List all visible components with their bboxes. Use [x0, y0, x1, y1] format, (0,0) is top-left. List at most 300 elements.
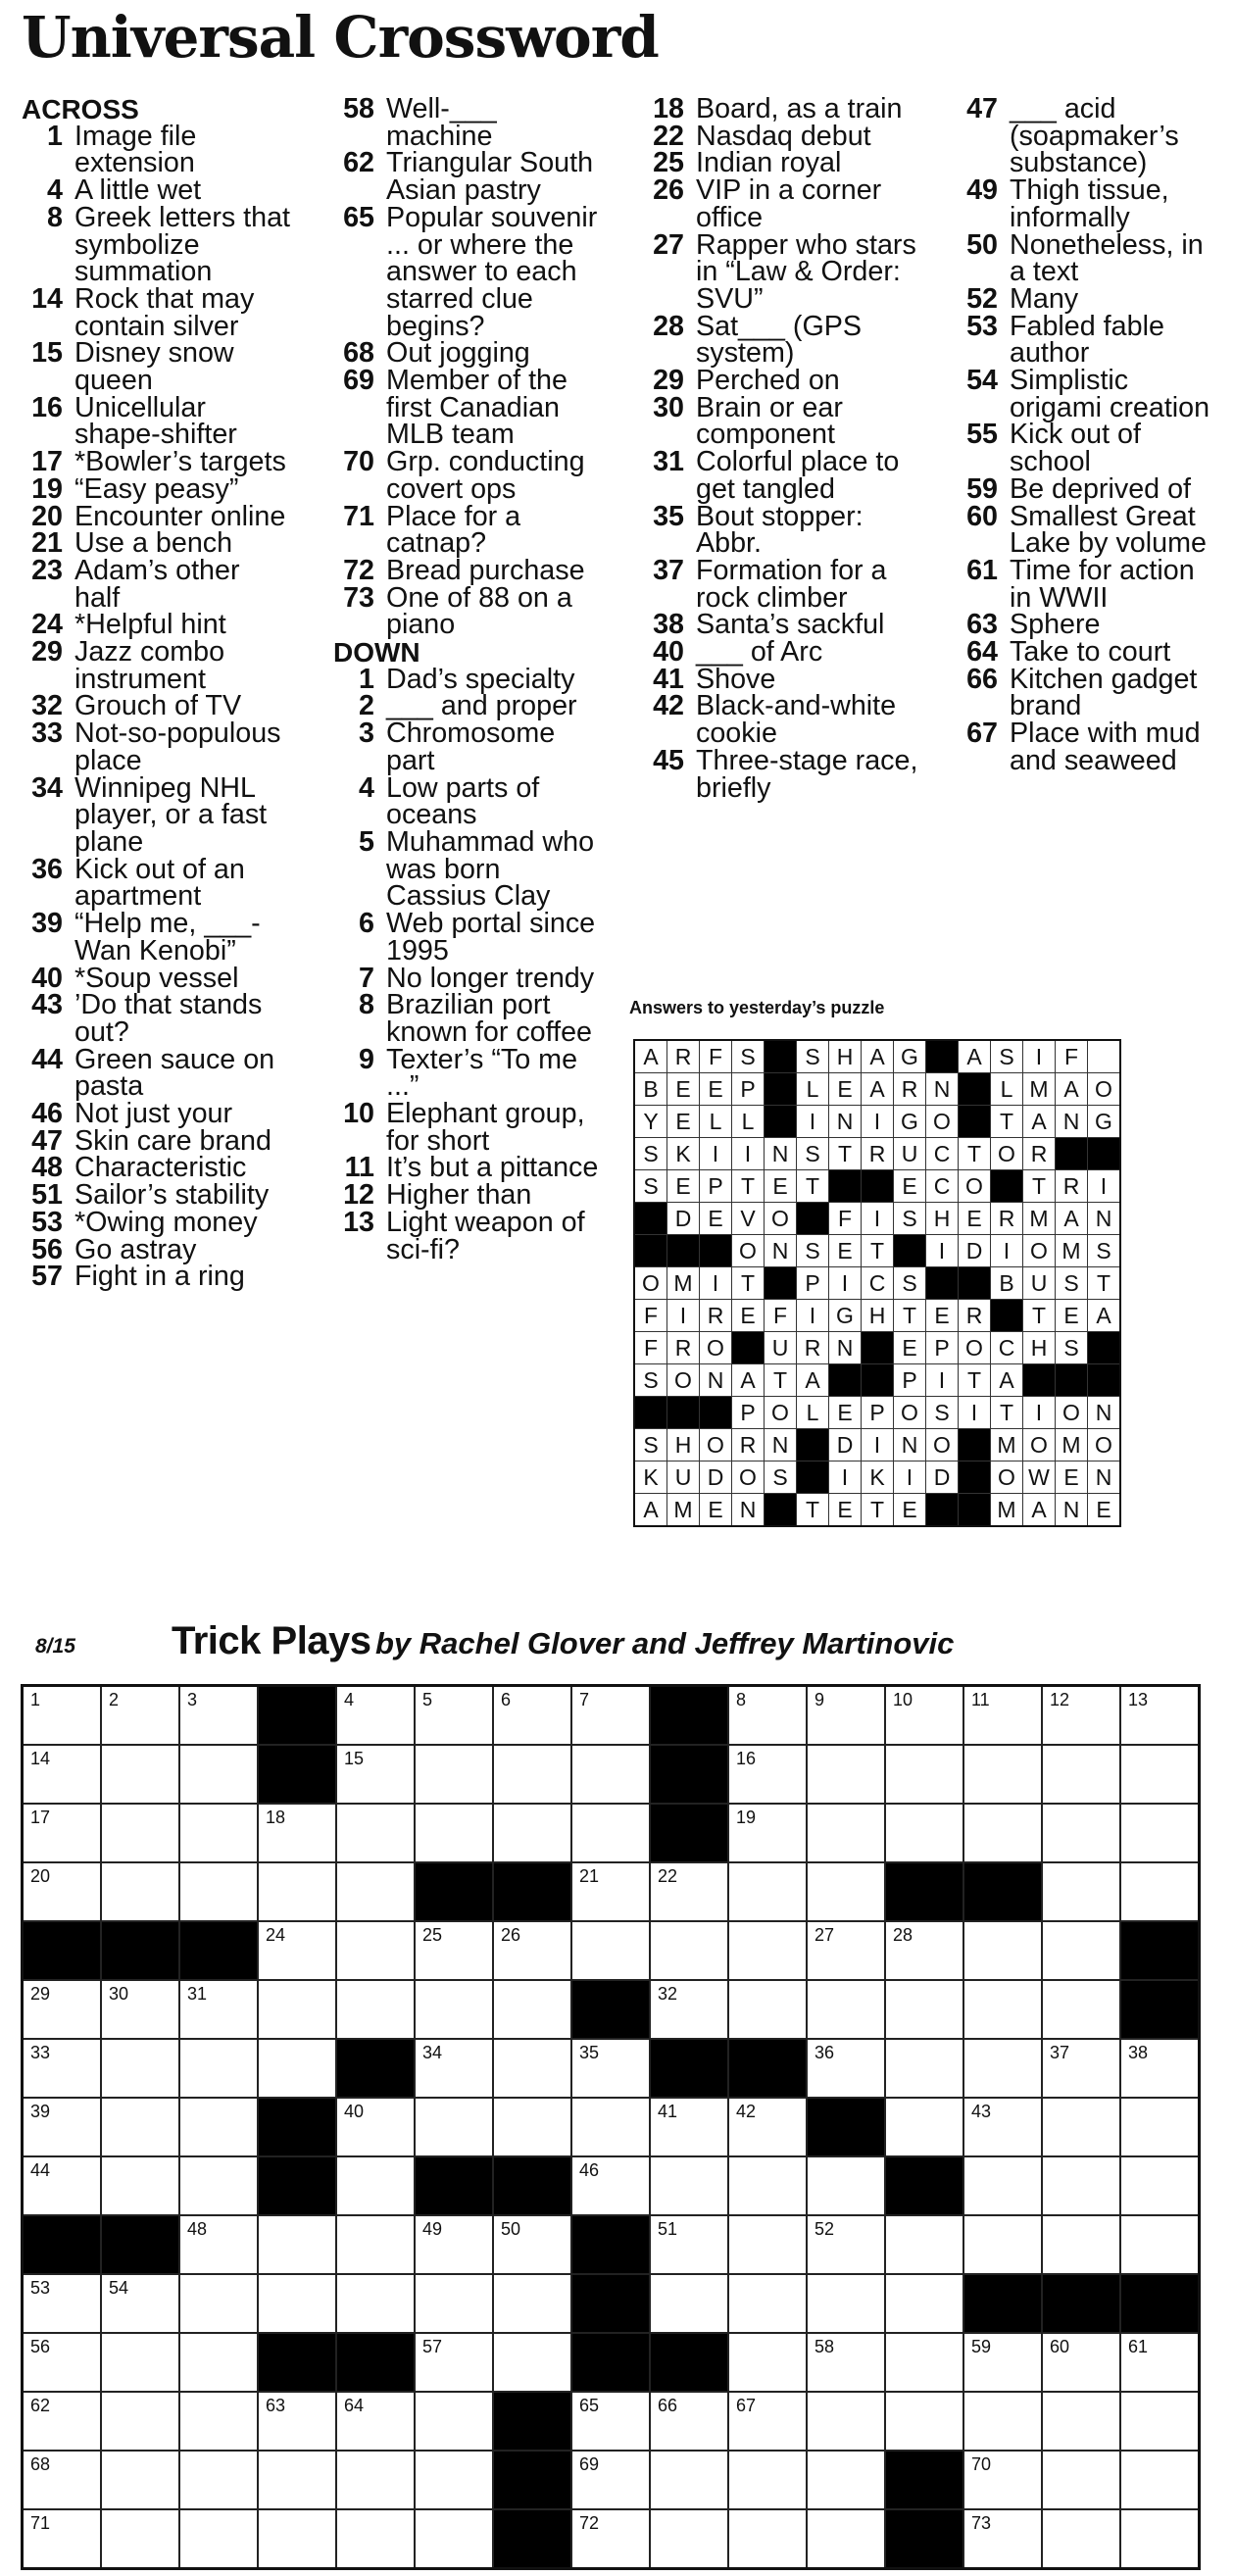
grid-cell[interactable]: [807, 2451, 885, 2509]
grid-cell[interactable]: [258, 1980, 336, 2039]
grid-cell[interactable]: [23, 2039, 102, 2098]
grid-cell[interactable]: [336, 1745, 415, 1804]
grid-cell[interactable]: [101, 1862, 179, 1921]
answer-cell: R: [1023, 1138, 1056, 1170]
grid-cell[interactable]: [1042, 1980, 1120, 2039]
grid-row: [23, 1745, 1200, 1804]
grid-cell[interactable]: [1042, 1921, 1120, 1980]
grid-cell[interactable]: [101, 1686, 179, 1746]
grid-cell[interactable]: [23, 2451, 102, 2509]
grid-cell[interactable]: [650, 2156, 728, 2215]
grid-cell[interactable]: [23, 2098, 102, 2156]
grid-cell[interactable]: [179, 2333, 258, 2392]
clue-item: [22, 1263, 291, 1291]
grid-cell[interactable]: [493, 2039, 571, 2098]
cell-number: 24: [266, 1925, 286, 1945]
clue-number: 9: [359, 1043, 374, 1075]
grid-cell[interactable]: [728, 2333, 807, 2392]
grid-cell[interactable]: [650, 2274, 728, 2333]
grid-cell[interactable]: [101, 1745, 179, 1804]
clue-text: Nasdaq debut: [696, 120, 871, 152]
answer-cell: O: [1023, 1429, 1056, 1461]
grid-cell[interactable]: [101, 2274, 179, 2333]
cell-number: 36: [814, 2043, 835, 2062]
grid-cell[interactable]: [885, 1921, 963, 1980]
grid-cell[interactable]: [336, 2392, 415, 2451]
grid-cell[interactable]: [101, 2509, 179, 2569]
grid-cell[interactable]: [415, 1980, 493, 2039]
clue-number: 17: [31, 446, 63, 478]
grid-cell[interactable]: [885, 1686, 963, 1746]
black-square: [650, 2333, 728, 2392]
grid-cell[interactable]: [23, 2509, 102, 2569]
grid-cell[interactable]: [807, 1804, 885, 1862]
grid-cell[interactable]: [571, 2098, 650, 2156]
grid-cell[interactable]: [415, 2098, 493, 2156]
puzzle-title: [172, 1619, 954, 1663]
grid-cell[interactable]: [336, 2274, 415, 2333]
grid-cell[interactable]: [650, 2451, 728, 2509]
black-square: [101, 2215, 179, 2274]
clue-text: Kick out of an apartment: [74, 853, 245, 913]
grid-cell[interactable]: [1042, 2392, 1120, 2451]
clue-text: *Bowler’s targets: [74, 446, 286, 478]
answers-grid-row: [634, 1106, 1120, 1138]
answer-black-cell: [926, 1267, 959, 1300]
grid-cell[interactable]: [336, 2215, 415, 2274]
clue-text: Image file extension: [74, 120, 197, 179]
clue-item: [22, 609, 291, 641]
grid-cell[interactable]: [963, 1804, 1042, 1862]
grid-cell[interactable]: [728, 1686, 807, 1746]
grid-cell[interactable]: [23, 2392, 102, 2451]
answer-black-cell: [926, 1040, 959, 1073]
cell-number: 59: [971, 2337, 992, 2356]
answer-cell: N: [829, 1106, 862, 1138]
grid-cell[interactable]: [650, 2215, 728, 2274]
answer-cell: N: [1088, 1397, 1121, 1429]
clue-text: A little wet: [74, 174, 202, 207]
grid-cell[interactable]: [493, 1745, 571, 1804]
grid-cell[interactable]: [571, 1804, 650, 1862]
clue-item: [333, 771, 608, 831]
clue-text: Dad’s specialty: [386, 663, 575, 695]
clue-text: Unicellular shape-shifter: [74, 391, 237, 451]
grid-cell[interactable]: [336, 1804, 415, 1862]
grid-cell[interactable]: [101, 1804, 179, 1862]
grid-cell[interactable]: [963, 2039, 1042, 2098]
clue-text: Indian royal: [696, 147, 842, 179]
clue-text: Green sauce on pasta: [74, 1043, 275, 1103]
grid-cell[interactable]: [571, 2509, 650, 2569]
answer-cell: I: [862, 1429, 894, 1461]
grid-cell[interactable]: [650, 2392, 728, 2451]
clue-number: 15: [31, 337, 63, 370]
answer-cell: T: [991, 1106, 1023, 1138]
grid-cell[interactable]: [493, 1921, 571, 1980]
answer-cell: R: [667, 1332, 700, 1364]
grid-cell[interactable]: [23, 1804, 102, 1862]
clue-number: 19: [31, 472, 63, 505]
answers-grid-row: [634, 1073, 1120, 1106]
clue-item: [22, 1179, 291, 1212]
grid-cell[interactable]: [415, 2451, 493, 2509]
answer-cell: I: [862, 1106, 894, 1138]
grid-cell[interactable]: [101, 2156, 179, 2215]
grid-cell[interactable]: [728, 2274, 807, 2333]
grid-cell[interactable]: [258, 2215, 336, 2274]
grid-cell[interactable]: [650, 1862, 728, 1921]
grid-cell[interactable]: [336, 1862, 415, 1921]
grid-cell[interactable]: [179, 2274, 258, 2333]
grid-cell[interactable]: [728, 1804, 807, 1862]
grid-cell[interactable]: [258, 2274, 336, 2333]
cell-number: 16: [736, 1749, 757, 1768]
grid-cell[interactable]: [963, 2215, 1042, 2274]
grid-cell[interactable]: [101, 2333, 179, 2392]
grid-cell[interactable]: [493, 2215, 571, 2274]
grid-cell[interactable]: [336, 1686, 415, 1746]
grid-cell[interactable]: [1042, 2333, 1120, 2392]
grid-cell[interactable]: [1042, 1745, 1120, 1804]
grid-cell[interactable]: [807, 2509, 885, 2569]
grid-cell[interactable]: [728, 2098, 807, 2156]
grid-cell[interactable]: [493, 1804, 571, 1862]
clue-item: [957, 93, 1221, 179]
grid-cell[interactable]: [23, 1686, 102, 1746]
answer-cell: M: [1023, 1073, 1056, 1106]
answer-cell: E: [700, 1494, 732, 1527]
clue-item: [643, 93, 919, 124]
grid-cell[interactable]: [963, 1921, 1042, 1980]
grid-cell[interactable]: [807, 2333, 885, 2392]
grid-cell[interactable]: [336, 1980, 415, 2039]
grid-cell[interactable]: [179, 2451, 258, 2509]
grid-cell[interactable]: [963, 1745, 1042, 1804]
grid-cell[interactable]: [728, 1862, 807, 1921]
grid-cell[interactable]: [728, 1980, 807, 2039]
grid-cell[interactable]: [101, 2392, 179, 2451]
grid-cell[interactable]: [415, 1921, 493, 1980]
grid-cell[interactable]: [807, 1921, 885, 1980]
grid-cell[interactable]: [1120, 1862, 1200, 1921]
grid-cell[interactable]: [650, 2509, 728, 2569]
grid-cell[interactable]: [1042, 2509, 1120, 2569]
grid-cell[interactable]: [571, 2392, 650, 2451]
clue-item: [22, 989, 291, 1048]
clue-text: Fabled fable author: [1010, 310, 1164, 370]
grid-cell[interactable]: [336, 2509, 415, 2569]
grid-cell[interactable]: [650, 2098, 728, 2156]
answer-black-cell: [1088, 1332, 1121, 1364]
cell-number: 38: [1128, 2043, 1149, 2062]
grid-cell[interactable]: [885, 2098, 963, 2156]
grid-cell[interactable]: [885, 2274, 963, 2333]
grid-cell[interactable]: [571, 2156, 650, 2215]
grid-cell[interactable]: [807, 1745, 885, 1804]
grid-cell[interactable]: [885, 2333, 963, 2392]
answer-black-cell: [732, 1332, 765, 1364]
answer-cell: F: [634, 1332, 667, 1364]
answer-cell: N: [829, 1332, 862, 1364]
answers-grid-row: [634, 1138, 1120, 1170]
grid-cell[interactable]: [415, 1745, 493, 1804]
answer-cell: I: [700, 1267, 732, 1300]
clue-column-2: [333, 93, 608, 1265]
grid-cell[interactable]: [415, 2039, 493, 2098]
grid-cell[interactable]: [415, 2274, 493, 2333]
black-square: [258, 1686, 336, 1746]
grid-cell[interactable]: [1120, 2156, 1200, 2215]
grid-cell[interactable]: [728, 2156, 807, 2215]
answer-cell: O: [700, 1332, 732, 1364]
grid-cell[interactable]: [101, 1980, 179, 2039]
grid-cell[interactable]: [807, 1686, 885, 1746]
grid-cell[interactable]: [1120, 2392, 1200, 2451]
answer-cell: H: [829, 1040, 862, 1073]
grid-cell[interactable]: [493, 1686, 571, 1746]
grid-cell[interactable]: [179, 2156, 258, 2215]
grid-cell[interactable]: [179, 2509, 258, 2569]
answer-cell: K: [667, 1138, 700, 1170]
grid-cell[interactable]: [571, 1686, 650, 1746]
clue-number: 14: [31, 282, 63, 315]
grid-cell[interactable]: [807, 2274, 885, 2333]
answer-cell: A: [991, 1364, 1023, 1397]
answer-cell: S: [634, 1138, 667, 1170]
grid-cell[interactable]: [728, 2215, 807, 2274]
grid-cell[interactable]: [493, 2098, 571, 2156]
clue-text: Be deprived of: [1010, 472, 1191, 505]
black-square: [258, 2098, 336, 2156]
grid-cell[interactable]: [415, 2215, 493, 2274]
grid-cell[interactable]: [1042, 2156, 1120, 2215]
grid-cell[interactable]: [258, 2039, 336, 2098]
clue-text: Jazz combo instrument: [74, 636, 225, 695]
grid-cell[interactable]: [23, 2274, 102, 2333]
clue-number: 28: [653, 310, 684, 342]
grid-cell[interactable]: [1042, 1862, 1120, 1921]
grid-cell[interactable]: [258, 1921, 336, 1980]
grid-cell[interactable]: [885, 1980, 963, 2039]
grid-cell[interactable]: [963, 2333, 1042, 2392]
grid-cell[interactable]: [885, 1804, 963, 1862]
grid-cell[interactable]: [807, 2039, 885, 2098]
grid-cell[interactable]: [963, 2392, 1042, 2451]
grid-row: [23, 2039, 1200, 2098]
grid-cell[interactable]: [23, 2333, 102, 2392]
clue-number: 73: [343, 581, 374, 614]
grid-cell[interactable]: [1120, 2098, 1200, 2156]
grid-cell[interactable]: [963, 2156, 1042, 2215]
answer-cell: H: [862, 1300, 894, 1332]
black-square: [728, 2039, 807, 2098]
grid-cell[interactable]: [493, 1980, 571, 2039]
grid-row: [23, 1804, 1200, 1862]
clue-number: 40: [653, 636, 684, 669]
answer-cell: E: [1088, 1494, 1121, 1527]
grid-cell[interactable]: [1042, 2451, 1120, 2509]
grid-cell[interactable]: [963, 2451, 1042, 2509]
clue-number: 47: [31, 1124, 63, 1157]
grid-cell[interactable]: [23, 1980, 102, 2039]
clue-item: [957, 609, 1221, 641]
grid-cell[interactable]: [1120, 2509, 1200, 2569]
grid-cell[interactable]: [1042, 2098, 1120, 2156]
cell-number: 61: [1128, 2337, 1149, 2356]
grid-cell[interactable]: [258, 1862, 336, 1921]
clue-item: [333, 663, 608, 695]
clue-number: 37: [653, 554, 684, 586]
answer-black-cell: [959, 1106, 991, 1138]
black-square: [571, 1980, 650, 2039]
cell-number: 10: [893, 1690, 913, 1709]
grid-cell[interactable]: [1120, 1686, 1200, 1746]
grid-cell[interactable]: [728, 2451, 807, 2509]
grid-cell[interactable]: [415, 2509, 493, 2569]
grid-cell[interactable]: [1042, 1804, 1120, 1862]
grid-cell[interactable]: [179, 1980, 258, 2039]
answer-black-cell: [862, 1332, 894, 1364]
answer-cell: S: [797, 1138, 829, 1170]
grid-cell[interactable]: [885, 2039, 963, 2098]
grid-cell[interactable]: [415, 2333, 493, 2392]
grid-cell[interactable]: [807, 2215, 885, 2274]
answer-cell: T: [829, 1138, 862, 1170]
grid-cell[interactable]: [1042, 2215, 1120, 2274]
clue-item: [333, 989, 608, 1048]
grid-cell[interactable]: [415, 1804, 493, 1862]
clue-item: [333, 554, 608, 586]
grid-cell[interactable]: [23, 1745, 102, 1804]
grid-cell[interactable]: [101, 2451, 179, 2509]
grid-cell[interactable]: [1120, 2451, 1200, 2509]
grid-cell[interactable]: [650, 1921, 728, 1980]
grid-cell[interactable]: [1042, 1686, 1120, 1746]
clue-text: *Helpful hint: [74, 609, 226, 641]
grid-cell[interactable]: [1120, 1804, 1200, 1862]
grid-cell[interactable]: [179, 1804, 258, 1862]
grid-cell[interactable]: [807, 1862, 885, 1921]
grid-cell[interactable]: [101, 2039, 179, 2098]
answer-cell: O: [700, 1429, 732, 1461]
clue-number: 21: [31, 527, 63, 560]
grid-cell[interactable]: [179, 1745, 258, 1804]
grid-cell[interactable]: [571, 1745, 650, 1804]
black-square: [885, 1862, 963, 1921]
grid-cell[interactable]: [885, 2215, 963, 2274]
grid-cell[interactable]: [23, 2156, 102, 2215]
clue-text: Kitchen gadget brand: [1010, 663, 1198, 722]
grid-cell[interactable]: [1120, 2215, 1200, 2274]
grid-cell[interactable]: [179, 1686, 258, 1746]
grid-cell[interactable]: [336, 2156, 415, 2215]
grid-cell[interactable]: [571, 1921, 650, 1980]
answer-cell: E: [667, 1170, 700, 1203]
grid-cell[interactable]: [963, 2098, 1042, 2156]
grid-cell[interactable]: [963, 2509, 1042, 2569]
cell-number: 52: [814, 2219, 835, 2239]
grid-cell[interactable]: [1120, 2333, 1200, 2392]
grid-cell[interactable]: [807, 2392, 885, 2451]
clue-text: Web portal since 1995: [386, 908, 596, 966]
grid-cell[interactable]: [493, 2333, 571, 2392]
clue-text: Well-___ machine: [386, 93, 497, 152]
grid-cell[interactable]: [728, 2509, 807, 2569]
answer-cell: M: [667, 1494, 700, 1527]
grid-cell[interactable]: [258, 1804, 336, 1862]
clue-number: 62: [343, 147, 374, 179]
grid-cell[interactable]: [1120, 1745, 1200, 1804]
grid-cell[interactable]: [179, 2392, 258, 2451]
grid-cell[interactable]: [571, 2039, 650, 2098]
clue-item: [22, 554, 291, 614]
grid-cell[interactable]: [728, 1921, 807, 1980]
grid-cell[interactable]: [963, 1980, 1042, 2039]
clue-number: 31: [653, 446, 684, 478]
clue-text: “Easy peasy”: [74, 472, 239, 505]
grid-cell[interactable]: [336, 1921, 415, 1980]
grid-cell[interactable]: [571, 1862, 650, 1921]
grid-cell[interactable]: [336, 2098, 415, 2156]
clue-item: [333, 365, 608, 451]
answer-cell: O: [959, 1170, 991, 1203]
cell-number: 70: [971, 2454, 992, 2474]
grid-cell[interactable]: [807, 1980, 885, 2039]
grid-cell[interactable]: [23, 1862, 102, 1921]
black-square: [336, 2039, 415, 2098]
answer-cell: D: [926, 1461, 959, 1494]
cell-number: 12: [1050, 1690, 1070, 1709]
cell-number: 73: [971, 2513, 992, 2533]
clue-number: 16: [31, 391, 63, 423]
grid-cell[interactable]: [1120, 2039, 1200, 2098]
grid-cell[interactable]: [179, 2098, 258, 2156]
grid-cell[interactable]: [728, 1745, 807, 1804]
grid-cell[interactable]: [415, 2392, 493, 2451]
grid-cell[interactable]: [415, 1686, 493, 1746]
clue-text: Shove: [696, 663, 776, 695]
grid-cell[interactable]: [807, 2156, 885, 2215]
grid-cell[interactable]: [1042, 2039, 1120, 2098]
grid-cell[interactable]: [258, 2509, 336, 2569]
grid-cell[interactable]: [101, 2098, 179, 2156]
black-square: [23, 2215, 102, 2274]
grid-cell[interactable]: [650, 1980, 728, 2039]
grid-cell[interactable]: [179, 2039, 258, 2098]
grid-cell[interactable]: [728, 2392, 807, 2451]
grid-cell[interactable]: [179, 1862, 258, 1921]
grid-cell[interactable]: [493, 2274, 571, 2333]
clue-text: “Help me, ___-Wan Kenobi”: [74, 908, 261, 966]
clue-number: 25: [653, 147, 684, 179]
answer-cell: G: [894, 1040, 926, 1073]
grid-cell[interactable]: [258, 2392, 336, 2451]
clue-item: [643, 310, 919, 370]
grid-cell[interactable]: [179, 2215, 258, 2274]
clue-number: 5: [359, 825, 374, 858]
cell-number: 67: [736, 2396, 757, 2415]
grid-cell[interactable]: [258, 2451, 336, 2509]
clue-item: [333, 201, 608, 342]
grid-cell[interactable]: [571, 2451, 650, 2509]
grid-cell[interactable]: [963, 1686, 1042, 1746]
grid-cell[interactable]: [885, 2392, 963, 2451]
answer-cell: I: [732, 1138, 765, 1170]
grid-cell[interactable]: [885, 1745, 963, 1804]
grid-cell[interactable]: [336, 2451, 415, 2509]
clue-text: Simplistic origami creation: [1010, 365, 1210, 423]
